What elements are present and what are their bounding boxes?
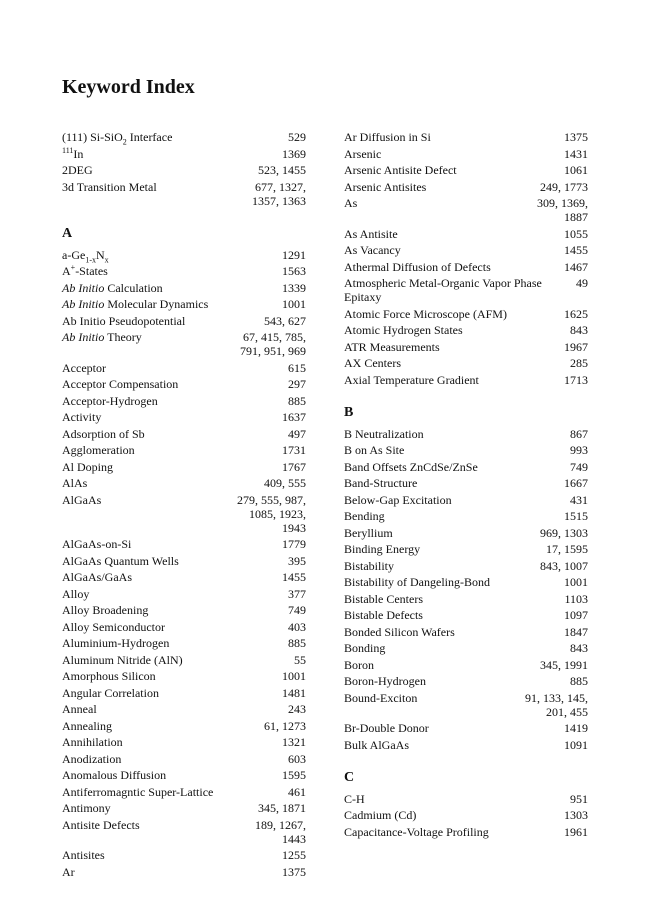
index-term: Bonding <box>344 641 386 655</box>
index-entry <box>62 653 306 667</box>
index-entry <box>344 526 588 540</box>
page-numbers: 409, 555 <box>264 476 306 490</box>
index-term: Alloy Broadening <box>62 603 149 617</box>
index-term: Ab Initio Pseudopotential <box>62 313 186 328</box>
index-term: ATR Measurements <box>344 339 440 354</box>
index-entry <box>344 721 588 735</box>
index-term: Bistable Centers <box>344 591 423 606</box>
entry-list <box>344 130 588 387</box>
index-entry <box>344 427 588 441</box>
index-entry <box>62 361 306 375</box>
page-numbers: 529 <box>288 130 306 144</box>
index-term: 3d Transition Metal <box>62 179 157 194</box>
index-term: Band Offsets ZnCdSe/ZnSe <box>344 459 478 474</box>
section-heading-c: C <box>344 769 355 785</box>
page-numbers: 285 <box>570 356 588 370</box>
page-numbers: 543, 627 <box>264 313 306 328</box>
index-term: Antiferromagntic Super-Lattice <box>62 784 214 799</box>
index-entry <box>62 163 306 177</box>
index-entry <box>62 180 306 208</box>
index-entry <box>62 702 306 716</box>
index-term: Below-Gap Excitation <box>344 492 452 507</box>
page-numbers: 1667 <box>564 476 588 490</box>
page-numbers: 1779 <box>282 537 306 551</box>
index-entry <box>344 493 588 507</box>
page-numbers: 1515 <box>564 509 588 523</box>
page-numbers: 749 <box>288 603 306 617</box>
index-entry <box>344 641 588 655</box>
page-numbers: 523, 1455 <box>258 163 306 177</box>
index-entry <box>344 356 588 370</box>
index-entry <box>344 243 588 257</box>
index-term: Arsenic <box>344 146 382 161</box>
section-heading-a: A <box>62 225 73 241</box>
index-term: (111) Si-SiO$_2$ Interface <box>62 130 173 147</box>
entry-list <box>62 130 306 208</box>
index-entry <box>344 509 588 523</box>
page-numbers: 461 <box>288 784 306 799</box>
index-term: Ab Initio Theory <box>62 330 142 344</box>
index-entry <box>344 592 588 606</box>
index-entry <box>62 410 306 424</box>
page-numbers: 395 <box>288 553 306 568</box>
index-entry <box>62 636 306 650</box>
index-term: Acceptor <box>62 360 106 375</box>
index-term: Bonded Silicon Wafers <box>344 624 455 639</box>
index-entry <box>62 248 306 262</box>
index-entry <box>344 559 588 573</box>
index-entry <box>344 658 588 672</box>
index-entry <box>62 818 306 846</box>
index-entry <box>344 575 588 589</box>
index-entry <box>62 330 306 358</box>
index-entry <box>62 537 306 551</box>
page-numbers: 1431 <box>564 146 588 161</box>
index-entry <box>62 686 306 700</box>
page-numbers: 1967 <box>564 339 588 354</box>
index-entry <box>62 570 306 584</box>
index-entry <box>344 227 588 241</box>
index-term: AlGaAs-on-Si <box>62 537 132 551</box>
index-term: Anneal <box>62 702 97 716</box>
index-term: Bistability of Dangeling-Bond <box>344 575 490 589</box>
index-entry <box>62 669 306 683</box>
page-numbers: 885 <box>288 393 306 408</box>
index-term: C-H <box>344 791 365 806</box>
index-term: Athermal Diffusion of Defects <box>344 259 491 274</box>
index-entry <box>344 163 588 177</box>
index-entry <box>62 620 306 634</box>
page-numbers: 1713 <box>564 372 588 387</box>
index-term: Capacitance-Voltage Profiling <box>344 824 489 839</box>
page-numbers: 1595 <box>282 768 306 782</box>
index-entry <box>62 493 306 535</box>
index-term: Cadmium (Cd) <box>344 808 417 822</box>
index-entry <box>344 674 588 688</box>
page-numbers: 1375 <box>282 864 306 879</box>
entry-list <box>344 427 588 752</box>
page-numbers: 1061 <box>564 163 588 177</box>
index-entry <box>344 147 588 161</box>
index-term: $a-Ge_{1-x}N_x$ <box>62 247 109 264</box>
page-numbers: 1303 <box>564 808 588 822</box>
page-numbers: 749 <box>570 459 588 474</box>
index-entry <box>62 752 306 766</box>
page-numbers: 1455 <box>564 243 588 257</box>
index-term: Ab Initio Molecular Dynamics <box>62 297 209 311</box>
index-term: Antisite Defects <box>62 817 140 832</box>
index-entry <box>62 314 306 328</box>
index-entry <box>344 625 588 639</box>
index-term: Acceptor-Hydrogen <box>62 393 158 408</box>
page-numbers: 1637 <box>282 410 306 424</box>
page-numbers: 377 <box>288 586 306 601</box>
page-numbers: 279, 555, 987, 1085, 1923, 1943 <box>237 492 306 535</box>
index-term: Annealing <box>62 718 112 733</box>
page-numbers: 345, 1871 <box>258 801 306 815</box>
page-numbers: 1563 <box>282 264 306 278</box>
page-numbers: 993 <box>570 443 588 457</box>
index-entry <box>344 460 588 474</box>
index-term: Annihilation <box>62 735 123 749</box>
page-numbers: 1055 <box>564 226 588 241</box>
index-term: A+-States <box>62 263 108 278</box>
index-entry <box>62 147 306 161</box>
index-term: Binding Energy <box>344 542 421 556</box>
index-entry <box>62 603 306 617</box>
index-entry <box>62 130 306 147</box>
index-entry <box>344 130 588 144</box>
index-entry <box>62 848 306 862</box>
index-entry <box>62 785 306 799</box>
page-numbers: 497 <box>288 426 306 441</box>
page-numbers: 867 <box>570 426 588 441</box>
page-numbers: 55 <box>294 652 306 667</box>
index-term: Anodization <box>62 751 122 766</box>
index-term: Alloy Semiconductor <box>62 619 165 634</box>
index-entry <box>62 427 306 441</box>
page-numbers: 91, 133, 145, 201, 455 <box>525 690 588 719</box>
index-entry <box>344 443 588 457</box>
page-numbers: 189, 1267, 1443 <box>255 817 306 846</box>
index-term: As Antisite <box>344 226 398 241</box>
page-numbers: 843, 1007 <box>540 558 588 573</box>
index-entry <box>344 276 588 304</box>
page-numbers: 243 <box>288 702 306 716</box>
index-entry <box>344 738 588 752</box>
index-term: AlGaAs Quantum Wells <box>62 553 179 568</box>
index-term: Atmospheric Metal-Organic Vapor Phase Epitaxy <box>344 276 542 304</box>
index-entry <box>62 443 306 457</box>
index-term: AlAs <box>62 476 88 490</box>
index-term: B on As Site <box>344 443 405 457</box>
page-numbers: 843 <box>570 323 588 337</box>
page-numbers: 1375 <box>564 130 588 144</box>
index-term: 2DEG <box>62 163 93 177</box>
index-term: Antimony <box>62 801 111 815</box>
page-numbers: 1767 <box>282 459 306 474</box>
entry-list <box>62 248 306 879</box>
index-entry <box>62 554 306 568</box>
index-entry <box>344 608 588 622</box>
left-column <box>62 130 306 881</box>
page-numbers: 885 <box>288 636 306 650</box>
index-term: Br-Double Donor <box>344 721 429 735</box>
index-term: Antisites <box>62 848 105 862</box>
index-entry <box>62 377 306 391</box>
index-entry <box>344 340 588 354</box>
index-entry <box>62 297 306 311</box>
index-entry <box>62 460 306 474</box>
index-entry <box>344 808 588 822</box>
index-term: AlGaAs <box>62 492 102 507</box>
index-term: $^{111}$In <box>62 145 84 161</box>
index-entry <box>344 542 588 556</box>
page-numbers: 345, 1991 <box>540 657 588 672</box>
index-term: Adsorption of Sb <box>62 426 145 441</box>
index-entry <box>344 307 588 321</box>
index-entry <box>344 691 588 719</box>
page-numbers: 951 <box>570 791 588 806</box>
index-entry <box>62 719 306 733</box>
page-numbers: 49 <box>576 276 588 290</box>
section-heading-b: B <box>344 404 354 420</box>
page-numbers: 431 <box>570 492 588 507</box>
index-term: Agglomeration <box>62 443 135 457</box>
index-entry <box>62 801 306 815</box>
page-numbers: 17, 1595 <box>546 542 588 556</box>
index-entry <box>344 180 588 194</box>
page-title: Keyword Index <box>62 76 195 98</box>
page-numbers: 1419 <box>564 721 588 735</box>
page-numbers: 1255 <box>282 848 306 862</box>
index-entry <box>344 476 588 490</box>
page-numbers: 1103 <box>564 591 588 606</box>
page-numbers: 1625 <box>564 306 588 321</box>
index-term: Aluminium-Hydrogen <box>62 636 170 650</box>
index-entry <box>344 792 588 806</box>
index-entry <box>62 865 306 879</box>
index-term: Angular Correlation <box>62 685 159 700</box>
page-numbers: 1001 <box>282 297 306 311</box>
index-term: Ab Initio Calculation <box>62 280 163 295</box>
index-entry <box>344 825 588 839</box>
index-entry <box>344 260 588 274</box>
page-numbers: 297 <box>288 377 306 391</box>
page-numbers: 1467 <box>564 259 588 274</box>
page-numbers: 1091 <box>564 737 588 752</box>
index-term: Boron <box>344 657 374 672</box>
page-numbers: 1339 <box>282 280 306 295</box>
page-numbers: 61, 1273 <box>264 718 306 733</box>
index-term: Bistable Defects <box>344 608 423 622</box>
index-term: Bending <box>344 509 385 523</box>
page-numbers: 1291 <box>282 247 306 262</box>
entry-list <box>344 792 588 839</box>
index-entry <box>62 281 306 295</box>
page-numbers: 1481 <box>282 685 306 700</box>
index-term: Arsenic Antisite Defect <box>344 163 457 177</box>
page-numbers: 969, 1303 <box>540 525 588 540</box>
index-entry <box>344 373 588 387</box>
page-numbers: 1369 <box>282 146 306 161</box>
index-term: Bistability <box>344 558 395 573</box>
page-numbers: 1001 <box>564 575 588 589</box>
page-numbers: 603 <box>288 751 306 766</box>
index-term: Acceptor Compensation <box>62 377 179 391</box>
index-entry <box>62 264 306 278</box>
page-numbers: 885 <box>570 674 588 688</box>
index-term: Aluminum Nitride (AlN) <box>62 652 183 667</box>
index-term: Al Doping <box>62 459 113 474</box>
page-numbers: 1321 <box>282 735 306 749</box>
page-numbers: 677, 1327, 1357, 1363 <box>252 179 306 208</box>
index-term: Atomic Force Microscope (AFM) <box>344 306 507 321</box>
page-numbers: 1731 <box>282 443 306 457</box>
index-term: Arsenic Antisites <box>344 179 427 194</box>
index-term: As Vacancy <box>344 243 401 257</box>
index-entry <box>62 768 306 782</box>
index-term: AlGaAs/GaAs <box>62 570 132 584</box>
index-term: Band-Structure <box>344 476 418 490</box>
index-term: Atomic Hydrogen States <box>344 323 463 337</box>
index-term: Ar <box>62 864 75 879</box>
index-entry <box>344 196 588 224</box>
index-entry <box>62 394 306 408</box>
index-term: Anomalous Diffusion <box>62 768 167 782</box>
page-numbers: 1455 <box>282 570 306 584</box>
index-term: Activity <box>62 410 102 424</box>
page-numbers: 67, 415, 785, 791, 951, 969 <box>240 330 306 358</box>
index-term: AX Centers <box>344 356 401 370</box>
page-numbers: 403 <box>288 619 306 634</box>
index-entry <box>62 587 306 601</box>
index-term: Axial Temperature Gradient <box>344 372 479 387</box>
index-entry <box>62 476 306 490</box>
index-term: Beryllium <box>344 525 393 540</box>
index-term: Alloy <box>62 586 90 601</box>
page-numbers: 1097 <box>564 608 588 622</box>
index-term: Ar Diffusion in Si <box>344 130 431 144</box>
index-term: Amorphous Silicon <box>62 669 156 683</box>
right-column <box>344 130 588 841</box>
index-term: Bound-Exciton <box>344 690 418 705</box>
index-term: Boron-Hydrogen <box>344 674 426 688</box>
index-term: Bulk AlGaAs <box>344 737 410 752</box>
page-numbers: 1847 <box>564 624 588 639</box>
page-numbers: 1001 <box>282 669 306 683</box>
index-entry <box>344 323 588 337</box>
page-numbers: 309, 1369, 1887 <box>537 196 588 224</box>
page-numbers: 249, 1773 <box>540 179 588 194</box>
index-term: As <box>344 196 358 210</box>
page-numbers: 1961 <box>564 824 588 839</box>
page-numbers: 843 <box>570 641 588 655</box>
index-entry <box>62 735 306 749</box>
page-numbers: 615 <box>288 360 306 375</box>
index-term: B Neutralization <box>344 426 424 441</box>
